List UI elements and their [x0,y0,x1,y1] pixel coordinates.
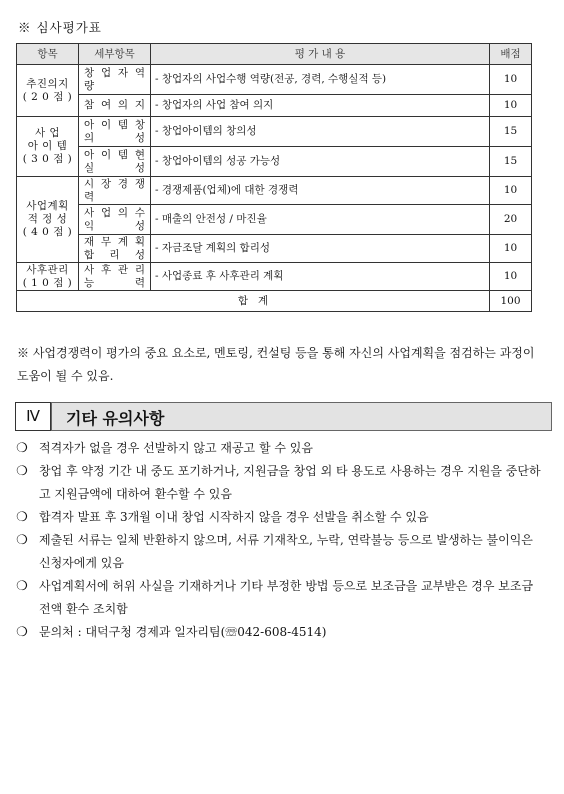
subitem-cell: 참 여 의 지 [79,95,151,117]
score-cell: 10 [490,177,532,205]
table-row [17,177,532,205]
subitem-cell: 사 업 의 수 익 성 [79,205,151,235]
content-cell: - 매출의 안전성 / 마진율 [151,205,490,235]
list-item-text: 적격자가 없을 경우 선발하지 않고 재공고 할 수 있음 [39,441,313,455]
category-cell: 사후관리 ( 1 0 점 ) [17,263,79,291]
total-row [17,291,532,312]
subitem-cell: 아 이 템 창 의 성 [79,117,151,147]
circle-bullet-icon: ❍ [16,464,28,479]
total-label: 합 계 [17,291,490,312]
category-cell: 사 업 아 이 템 ( 3 0 점 ) [17,117,79,177]
header-category: 항목 [17,44,79,65]
notice-list [15,437,545,644]
score-cell: 10 [490,95,532,117]
section-heading: 기타 유의사항 [66,409,165,428]
table-row [17,95,532,117]
list-item-text: 사업계획서에 허위 사실을 기재하거나 기타 부정한 방법 등으로 보조금을 교부받은 경우 보조금 전액 환수 조치함 [39,579,534,616]
table-row [17,65,532,95]
list-item [15,506,545,529]
header-score: 배점 [490,44,532,65]
section-title-bar [51,402,552,431]
list-item-text: 문의처 : 대덕구청 경제과 일자리팀(☏042-608-4514) [39,625,327,639]
table-row [17,147,532,177]
score-cell: 10 [490,263,532,291]
section-number: Ⅳ [15,402,51,431]
content-cell: - 자금조달 계획의 합리성 [151,235,490,263]
score-cell: 10 [490,235,532,263]
content-cell: - 사업종료 후 사후관리 계획 [151,263,490,291]
circle-bullet-icon: ❍ [16,533,28,548]
note-text: ※ 사업경쟁력이 평가의 중요 요소로, 멘토링, 컨설팅 등을 통해 자신의 사업계획을 점검하는 과정이 도움이 될 수 있음. [17,346,535,383]
list-item-text: 제출된 서류는 일체 반환하지 않으며, 서류 기재착오, 누락, 연락불능 등으로 발생하는 불이익은 신청자에게 있음 [39,533,533,570]
list-item [15,460,545,506]
evaluation-table [16,43,532,312]
category-cell: 추진의지 ( 2 0 점 ) [17,65,79,117]
score-cell: 20 [490,205,532,235]
content-cell: - 창업자의 사업 참여 의지 [151,95,490,117]
section-title: ※ 심사평가표 [18,20,102,35]
subitem-cell: 시 장 경 쟁 력 [79,177,151,205]
score-cell: 15 [490,117,532,147]
list-item [15,529,545,575]
header-content: 평 가 내 용 [151,44,490,65]
section-header [15,402,552,431]
subitem-cell: 창 업 자 역 량 [79,65,151,95]
score-cell: 15 [490,147,532,177]
list-item [15,437,545,460]
list-item-text: 창업 후 약정 기간 내 중도 포기하거나, 지원금을 창업 외 타 용도로 사용하는 경우 지원을 중단하고 지원금액에 대하여 환수할 수 있음 [39,464,541,501]
circle-bullet-icon: ❍ [16,579,28,594]
table-row [17,117,532,147]
subitem-cell: 재 무 계 획 합 리 성 [79,235,151,263]
list-item [15,575,545,621]
list-item [15,621,545,644]
table-header-row [17,44,532,65]
total-score: 100 [490,291,532,312]
table-row [17,235,532,263]
content-cell: - 창업아이템의 창의성 [151,117,490,147]
content-cell: - 창업자의 사업수행 역량(전공, 경력, 수행실적 등) [151,65,490,95]
category-cell: 사업계획 적 정 성 ( 4 0 점 ) [17,177,79,263]
table-row [17,205,532,235]
content-cell: - 경쟁제품(업체)에 대한 경쟁력 [151,177,490,205]
circle-bullet-icon: ❍ [16,625,28,640]
subitem-cell: 아 이 템 현 실 성 [79,147,151,177]
table-row [17,263,532,291]
score-cell: 10 [490,65,532,95]
circle-bullet-icon: ❍ [16,441,28,456]
list-item-text: 합격자 발표 후 3개월 이내 창업 시작하지 않을 경우 선발을 취소할 수 있음 [39,510,429,524]
content-cell: - 창업아이템의 성공 가능성 [151,147,490,177]
subitem-cell: 사 후 관 리 능 력 [79,263,151,291]
circle-bullet-icon: ❍ [16,510,28,525]
header-subitem: 세부항목 [79,44,151,65]
